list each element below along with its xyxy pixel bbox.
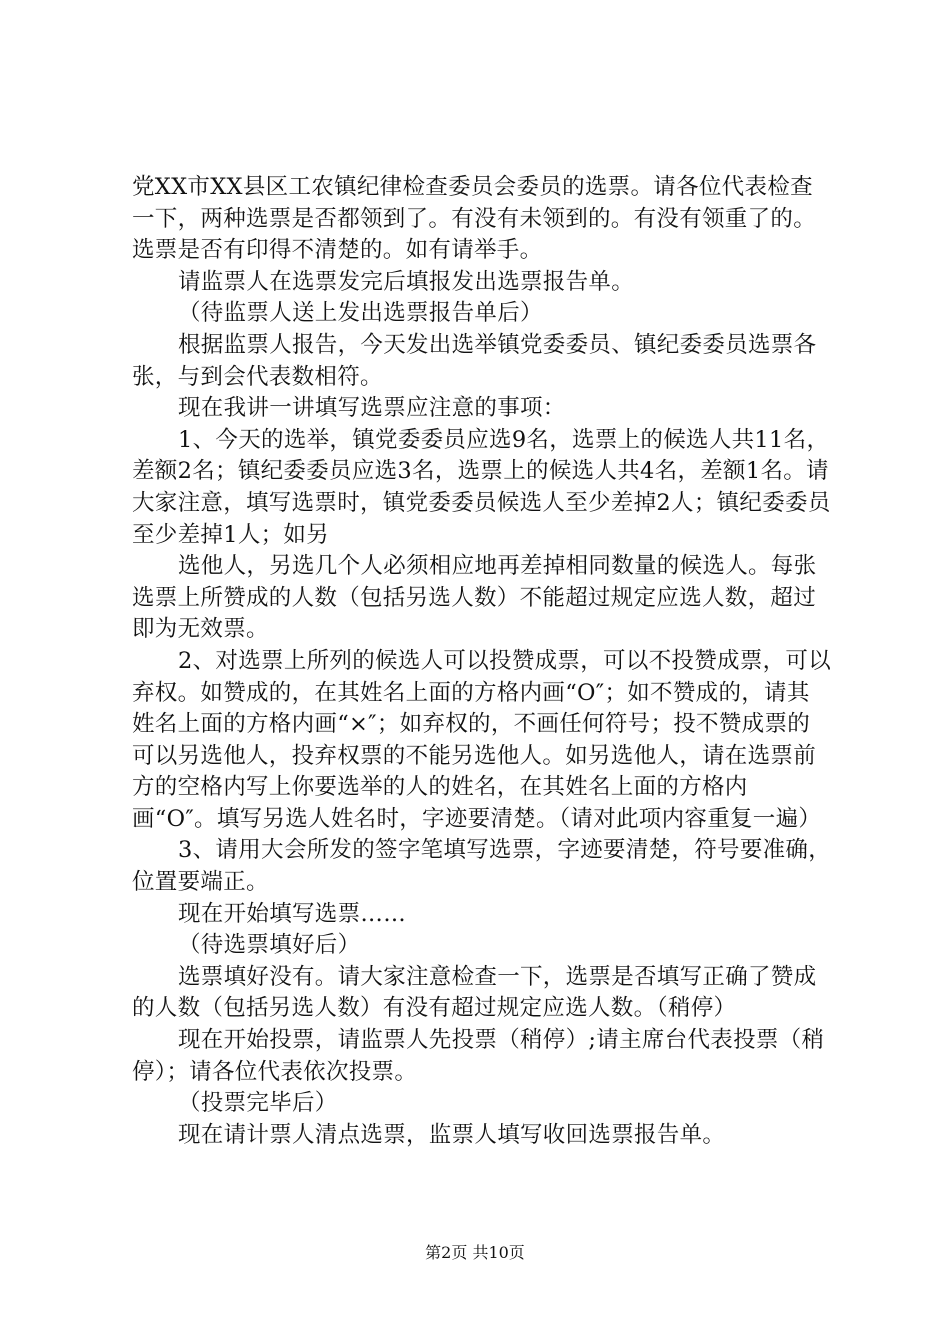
paragraph-1: 党XX市XX县区工农镇纪律检查委员会委员的选票。请各位代表检查一下，两种选票是否都领到了。有没有未领到的。有没有领重了的。选票是否有印得不清楚的。如有请举手。 xyxy=(132,174,817,264)
page-number-footer: 第2页 共10页 xyxy=(425,1243,525,1262)
paragraph-5: 现在我讲一讲填写选票应注意的事项： xyxy=(178,395,566,422)
paragraph-11: （待选票填好后） xyxy=(178,932,361,959)
paragraph-9: 3、请用大会所发的签字笔填写选票，字迹要清楚，符号要准确，位置要端正。 xyxy=(132,837,832,896)
paragraph-2: 请监票人在选票发完后填报发出选票报告单。 xyxy=(178,268,635,295)
paragraph-4: 根据监票人报告，今天发出选举镇党委委员、镇纪委委员选票各张，与到会代表数相符。 xyxy=(132,331,817,390)
paragraph-3: （待监票人送上发出选票报告单后） xyxy=(178,300,543,327)
paragraph-7: 选他人，另选几个人必须相应地再差掉相同数量的候选人。每张选票上所赞成的人数（包括另选人数）不能超过规定应选人数，超过即为无效票。 xyxy=(132,553,817,643)
paragraph-10: 现在开始填写选票…… xyxy=(178,900,407,927)
paragraph-14: （投票完毕后） xyxy=(178,1090,338,1117)
document-body xyxy=(132,172,832,1151)
paragraph-6: 1、今天的选举，镇党委委员应选9名，选票上的候选人共11名，差额2名；镇纪委委员应选3名，选票上的候选人共4名，差额1名。请大家注意，填写选票时，镇党委委员候选人至少差掉2人；镇纪委委员至少差掉1人；如另 xyxy=(132,426,831,548)
paragraph-8: 2、对选票上所列的候选人可以投赞成票，可以不投赞成票，可以弃权。如赞成的，在其姓名上面的方格内画“O″；如不赞成的，请其姓名上面的方格内画“×″；如弃权的，不画任何符号；投不赞成票的可以另选他人，投弃权票的不能另选他人。如另选他人，请在选票前方的空格内写上你要选举的人的姓名，在其姓名上面的方格内画“O″。填写另选人姓名时，字迹要清楚。（请对此项内容重复一遍） xyxy=(132,647,832,832)
paragraph-13: 现在开始投票，请监票人先投票（稍停）;请主席台代表投票（稍停）；请各位代表依次投票。 xyxy=(132,1027,825,1085)
paragraph-12: 选票填好没有。请大家注意检查一下，选票是否填写正确了赞成的人数（包括另选人数）有没有超过规定应选人数。（稍停） xyxy=(132,963,817,1022)
paragraph-15: 现在请计票人清点选票，监票人填写收回选票报告单。 xyxy=(178,1121,726,1148)
